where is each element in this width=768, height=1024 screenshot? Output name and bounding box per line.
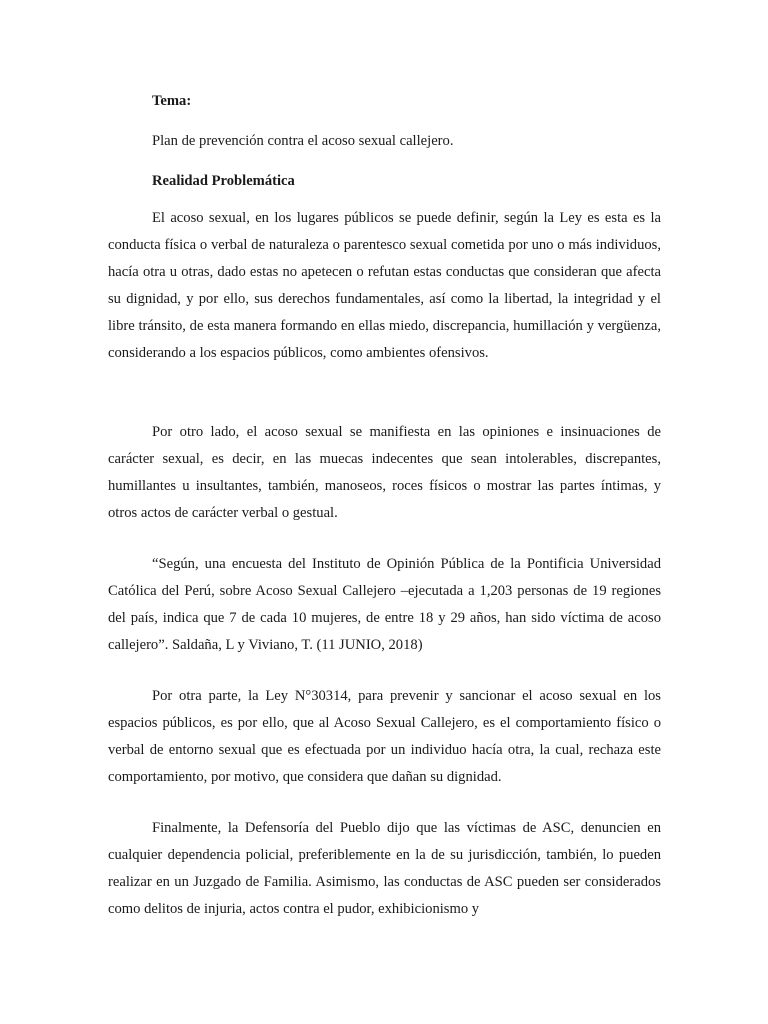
paragraph-law: Por otra parte, la Ley N°30314, para prevenir y sancionar el acoso sexual en los espacios públicos, es por ello, que al Acoso Sexual Callejero, es el comportamiento físico o verbal de entorno sexual que es efectuada por un individuo hacía otra, la cual, rechaza este comportamiento, por motivo, que considera que dañan su dignidad. <box>108 688 661 785</box>
paragraph-ombudsman: Finalmente, la Defensoría del Pueblo dijo que las víctimas de ASC, denuncien en cualquier dependencia policial, preferiblemente en la de su jurisdicción, también, lo pueden realizar en un Juzgado de Familia. Asimismo, las conductas de ASC pueden ser considerados como delitos de injuria, actos contra el pudor, exhibicionismo y <box>108 820 661 917</box>
section-heading: Realidad Problemática <box>152 173 295 189</box>
paragraph-definition: El acoso sexual, en los lugares públicos se puede definir, según la Ley es esta es la conducta física o verbal de naturaleza o parentesco sexual cometida por uno o más individuos, hacía otra u otras, dado estas no apetecen o refutan estas conductas que consideran que afecta su dignidad, y por ello, sus derechos fundamentales, así como la libertad, la integridad y el libre tránsito, de esta manera formando en ellas miedo, discrepancia, humillación y vergüenza, considerando a los espacios públicos, como ambientes ofensivos. <box>108 210 661 361</box>
tema-label: Tema: <box>152 93 192 109</box>
paragraph-manifestations: Por otro lado, el acoso sexual se manifiesta en las opiniones e insinuaciones de carácter sexual, es decir, en las muecas indecentes que sean intolerables, discrepantes, humillantes u insultantes, también, manoseos, roces físicos o mostrar las partes íntimas, y otros actos de carácter verbal o gestual. <box>108 424 661 521</box>
document-subject: Plan de prevención contra el acoso sexual callejero. <box>152 133 454 149</box>
paragraph-survey-quote: “Según, una encuesta del Instituto de Opinión Pública de la Pontificia Universidad Católica del Perú, sobre Acoso Sexual Callejero –ejecutada a 1,203 personas de 19 regiones del país, indica que 7 de cada 10 mujeres, de entre 18 y 29 años, han sido víctima de acoso callejero”. Saldaña, L y Viviano, T. (11 JUNIO, 2018) <box>108 556 661 653</box>
